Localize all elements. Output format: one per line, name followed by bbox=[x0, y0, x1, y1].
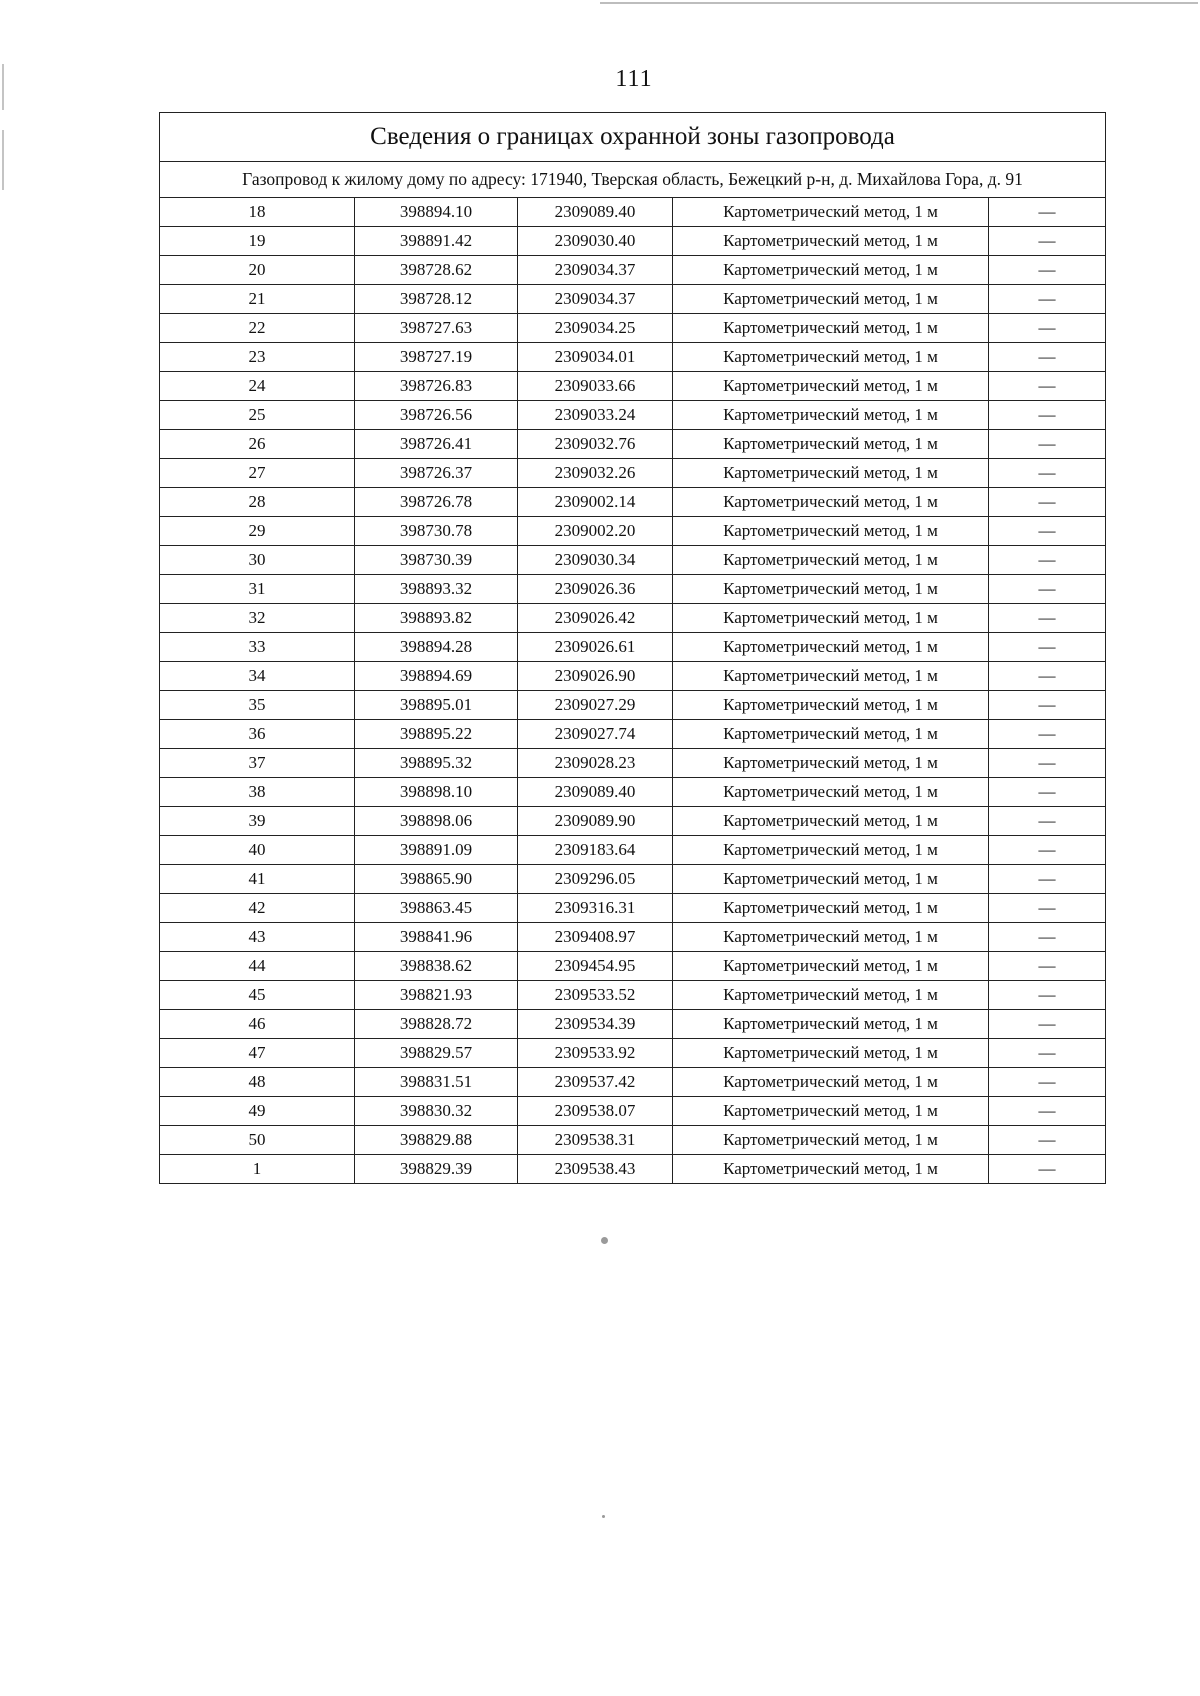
point-number-cell: 31 bbox=[160, 575, 355, 604]
scan-edge-line-left-2 bbox=[2, 130, 4, 190]
note-cell: — bbox=[989, 430, 1106, 459]
method-cell: Картометрический метод, 1 м bbox=[673, 372, 989, 401]
coordinate-y-cell: 2309002.20 bbox=[518, 517, 673, 546]
table-row bbox=[160, 372, 1106, 401]
coordinate-x-cell: 398726.78 bbox=[355, 488, 518, 517]
point-number-cell: 36 bbox=[160, 720, 355, 749]
point-number-cell: 21 bbox=[160, 285, 355, 314]
table-row bbox=[160, 198, 1106, 227]
table-row bbox=[160, 778, 1106, 807]
coordinate-x-cell: 398891.42 bbox=[355, 227, 518, 256]
coordinate-y-cell: 2309534.39 bbox=[518, 1010, 673, 1039]
method-cell: Картометрический метод, 1 м bbox=[673, 1039, 989, 1068]
coordinate-y-cell: 2309034.01 bbox=[518, 343, 673, 372]
table-row bbox=[160, 1097, 1106, 1126]
point-number-cell: 45 bbox=[160, 981, 355, 1010]
table-row bbox=[160, 923, 1106, 952]
coordinate-y-cell: 2309537.42 bbox=[518, 1068, 673, 1097]
method-cell: Картометрический метод, 1 м bbox=[673, 807, 989, 836]
coordinate-x-cell: 398829.57 bbox=[355, 1039, 518, 1068]
point-number-cell: 35 bbox=[160, 691, 355, 720]
note-cell: — bbox=[989, 488, 1106, 517]
table-row bbox=[160, 430, 1106, 459]
note-cell: — bbox=[989, 604, 1106, 633]
point-number-cell: 43 bbox=[160, 923, 355, 952]
scan-speck bbox=[601, 1237, 608, 1244]
point-number-cell: 22 bbox=[160, 314, 355, 343]
method-cell: Картометрический метод, 1 м bbox=[673, 691, 989, 720]
note-cell: — bbox=[989, 691, 1106, 720]
method-cell: Картометрический метод, 1 м bbox=[673, 227, 989, 256]
point-number-cell: 44 bbox=[160, 952, 355, 981]
coordinate-y-cell: 2309538.31 bbox=[518, 1126, 673, 1155]
coordinate-y-cell: 2309296.05 bbox=[518, 865, 673, 894]
coordinate-y-cell: 2309533.92 bbox=[518, 1039, 673, 1068]
method-cell: Картометрический метод, 1 м bbox=[673, 981, 989, 1010]
note-cell: — bbox=[989, 981, 1106, 1010]
coordinate-y-cell: 2309089.40 bbox=[518, 198, 673, 227]
point-number-cell: 34 bbox=[160, 662, 355, 691]
coordinate-x-cell: 398895.22 bbox=[355, 720, 518, 749]
point-number-cell: 26 bbox=[160, 430, 355, 459]
note-cell: — bbox=[989, 517, 1106, 546]
note-cell: — bbox=[989, 865, 1106, 894]
coordinate-x-cell: 398891.09 bbox=[355, 836, 518, 865]
note-cell: — bbox=[989, 459, 1106, 488]
note-cell: — bbox=[989, 952, 1106, 981]
page-number: 111 bbox=[615, 66, 653, 92]
table-row bbox=[160, 720, 1106, 749]
coordinate-x-cell: 398726.56 bbox=[355, 401, 518, 430]
note-cell: — bbox=[989, 198, 1106, 227]
coordinate-y-cell: 2309033.24 bbox=[518, 401, 673, 430]
method-cell: Картометрический метод, 1 м bbox=[673, 546, 989, 575]
method-cell: Картометрический метод, 1 м bbox=[673, 285, 989, 314]
coordinate-y-cell: 2309089.90 bbox=[518, 807, 673, 836]
coordinate-y-cell: 2309028.23 bbox=[518, 749, 673, 778]
coordinate-x-cell: 398726.83 bbox=[355, 372, 518, 401]
point-number-cell: 29 bbox=[160, 517, 355, 546]
table-row bbox=[160, 575, 1106, 604]
method-cell: Картометрический метод, 1 м bbox=[673, 720, 989, 749]
method-cell: Картометрический метод, 1 м bbox=[673, 459, 989, 488]
coordinate-x-cell: 398828.72 bbox=[355, 1010, 518, 1039]
table-row bbox=[160, 749, 1106, 778]
table-row bbox=[160, 488, 1106, 517]
note-cell: — bbox=[989, 1126, 1106, 1155]
point-number-cell: 47 bbox=[160, 1039, 355, 1068]
coordinate-x-cell: 398898.10 bbox=[355, 778, 518, 807]
coordinate-y-cell: 2309030.34 bbox=[518, 546, 673, 575]
note-cell: — bbox=[989, 1039, 1106, 1068]
table-row bbox=[160, 894, 1106, 923]
note-cell: — bbox=[989, 314, 1106, 343]
point-number-cell: 23 bbox=[160, 343, 355, 372]
note-cell: — bbox=[989, 343, 1106, 372]
coordinate-x-cell: 398728.62 bbox=[355, 256, 518, 285]
point-number-cell: 1 bbox=[160, 1155, 355, 1184]
coordinate-y-cell: 2309538.43 bbox=[518, 1155, 673, 1184]
method-cell: Картометрический метод, 1 м bbox=[673, 488, 989, 517]
point-number-cell: 19 bbox=[160, 227, 355, 256]
point-number-cell: 20 bbox=[160, 256, 355, 285]
coordinate-y-cell: 2309034.25 bbox=[518, 314, 673, 343]
table-row bbox=[160, 1068, 1106, 1097]
note-cell: — bbox=[989, 778, 1106, 807]
coordinate-x-cell: 398831.51 bbox=[355, 1068, 518, 1097]
coordinate-y-cell: 2309032.76 bbox=[518, 430, 673, 459]
method-cell: Картометрический метод, 1 м bbox=[673, 952, 989, 981]
coordinate-x-cell: 398893.32 bbox=[355, 575, 518, 604]
coordinate-y-cell: 2309002.14 bbox=[518, 488, 673, 517]
note-cell: — bbox=[989, 1155, 1106, 1184]
coordinate-y-cell: 2309030.40 bbox=[518, 227, 673, 256]
coordinate-y-cell: 2309026.61 bbox=[518, 633, 673, 662]
method-cell: Картометрический метод, 1 м bbox=[673, 604, 989, 633]
coordinate-y-cell: 2309026.90 bbox=[518, 662, 673, 691]
coordinate-x-cell: 398730.39 bbox=[355, 546, 518, 575]
point-number-cell: 49 bbox=[160, 1097, 355, 1126]
point-number-cell: 38 bbox=[160, 778, 355, 807]
coordinate-x-cell: 398726.37 bbox=[355, 459, 518, 488]
point-number-cell: 24 bbox=[160, 372, 355, 401]
table-row bbox=[160, 1155, 1106, 1184]
method-cell: Картометрический метод, 1 м bbox=[673, 314, 989, 343]
note-cell: — bbox=[989, 662, 1106, 691]
table-row bbox=[160, 836, 1106, 865]
note-cell: — bbox=[989, 1097, 1106, 1126]
coordinate-y-cell: 2309026.36 bbox=[518, 575, 673, 604]
table-row bbox=[160, 865, 1106, 894]
coordinate-y-cell: 2309032.26 bbox=[518, 459, 673, 488]
coordinate-x-cell: 398895.01 bbox=[355, 691, 518, 720]
method-cell: Картометрический метод, 1 м bbox=[673, 894, 989, 923]
note-cell: — bbox=[989, 372, 1106, 401]
table-row bbox=[160, 546, 1106, 575]
point-number-cell: 18 bbox=[160, 198, 355, 227]
coordinate-y-cell: 2309034.37 bbox=[518, 256, 673, 285]
table-row bbox=[160, 807, 1106, 836]
point-number-cell: 27 bbox=[160, 459, 355, 488]
coordinate-y-cell: 2309026.42 bbox=[518, 604, 673, 633]
note-cell: — bbox=[989, 1010, 1106, 1039]
method-cell: Картометрический метод, 1 м bbox=[673, 343, 989, 372]
note-cell: — bbox=[989, 1068, 1106, 1097]
method-cell: Картометрический метод, 1 м bbox=[673, 1097, 989, 1126]
table-row bbox=[160, 981, 1106, 1010]
table-row bbox=[160, 459, 1106, 488]
coordinate-x-cell: 398727.63 bbox=[355, 314, 518, 343]
coordinate-x-cell: 398730.78 bbox=[355, 517, 518, 546]
scan-speck bbox=[602, 1515, 605, 1518]
table-row bbox=[160, 285, 1106, 314]
coordinate-y-cell: 2309408.97 bbox=[518, 923, 673, 952]
table-row bbox=[160, 691, 1106, 720]
note-cell: — bbox=[989, 227, 1106, 256]
table-row bbox=[160, 1039, 1106, 1068]
table-subtitle: Газопровод к жилому дому по адресу: 171940, Тверская область, Бежецкий р-н, д. Михайлова Гора, д. 91 bbox=[160, 162, 1106, 198]
coordinate-x-cell: 398829.39 bbox=[355, 1155, 518, 1184]
coordinate-y-cell: 2309027.74 bbox=[518, 720, 673, 749]
table-row bbox=[160, 952, 1106, 981]
coordinate-y-cell: 2309034.37 bbox=[518, 285, 673, 314]
method-cell: Картометрический метод, 1 м bbox=[673, 1126, 989, 1155]
note-cell: — bbox=[989, 256, 1106, 285]
coordinate-x-cell: 398727.19 bbox=[355, 343, 518, 372]
table-row bbox=[160, 256, 1106, 285]
point-number-cell: 46 bbox=[160, 1010, 355, 1039]
coordinate-y-cell: 2309454.95 bbox=[518, 952, 673, 981]
method-cell: Картометрический метод, 1 м bbox=[673, 662, 989, 691]
point-number-cell: 30 bbox=[160, 546, 355, 575]
coordinate-y-cell: 2309538.07 bbox=[518, 1097, 673, 1126]
note-cell: — bbox=[989, 836, 1106, 865]
table-row bbox=[160, 633, 1106, 662]
coordinate-x-cell: 398894.28 bbox=[355, 633, 518, 662]
point-number-cell: 37 bbox=[160, 749, 355, 778]
method-cell: Картометрический метод, 1 м bbox=[673, 517, 989, 546]
coordinate-x-cell: 398898.06 bbox=[355, 807, 518, 836]
protection-zone-table bbox=[159, 112, 1106, 1184]
method-cell: Картометрический метод, 1 м bbox=[673, 836, 989, 865]
method-cell: Картометрический метод, 1 м bbox=[673, 198, 989, 227]
coordinate-x-cell: 398838.62 bbox=[355, 952, 518, 981]
coordinate-x-cell: 398863.45 bbox=[355, 894, 518, 923]
coordinate-y-cell: 2309089.40 bbox=[518, 778, 673, 807]
table-row bbox=[160, 227, 1106, 256]
table-row bbox=[160, 662, 1106, 691]
note-cell: — bbox=[989, 285, 1106, 314]
method-cell: Картометрический метод, 1 м bbox=[673, 923, 989, 952]
scan-edge-line-top bbox=[600, 2, 1198, 4]
point-number-cell: 42 bbox=[160, 894, 355, 923]
table-row bbox=[160, 1126, 1106, 1155]
note-cell: — bbox=[989, 575, 1106, 604]
coordinate-x-cell: 398895.32 bbox=[355, 749, 518, 778]
coordinate-x-cell: 398894.10 bbox=[355, 198, 518, 227]
point-number-cell: 33 bbox=[160, 633, 355, 662]
coordinate-x-cell: 398726.41 bbox=[355, 430, 518, 459]
method-cell: Картометрический метод, 1 м bbox=[673, 778, 989, 807]
coordinate-y-cell: 2309027.29 bbox=[518, 691, 673, 720]
coordinate-y-cell: 2309033.66 bbox=[518, 372, 673, 401]
coordinate-x-cell: 398894.69 bbox=[355, 662, 518, 691]
table-row bbox=[160, 314, 1106, 343]
point-number-cell: 25 bbox=[160, 401, 355, 430]
point-number-cell: 50 bbox=[160, 1126, 355, 1155]
coordinate-x-cell: 398893.82 bbox=[355, 604, 518, 633]
point-number-cell: 48 bbox=[160, 1068, 355, 1097]
note-cell: — bbox=[989, 546, 1106, 575]
coordinate-y-cell: 2309316.31 bbox=[518, 894, 673, 923]
coordinate-y-cell: 2309533.52 bbox=[518, 981, 673, 1010]
method-cell: Картометрический метод, 1 м bbox=[673, 401, 989, 430]
table-row bbox=[160, 401, 1106, 430]
coordinate-x-cell: 398728.12 bbox=[355, 285, 518, 314]
method-cell: Картометрический метод, 1 м bbox=[673, 1155, 989, 1184]
coordinate-x-cell: 398841.96 bbox=[355, 923, 518, 952]
note-cell: — bbox=[989, 633, 1106, 662]
method-cell: Картометрический метод, 1 м bbox=[673, 430, 989, 459]
table-title: Сведения о границах охранной зоны газопровода bbox=[160, 113, 1106, 162]
coordinate-x-cell: 398821.93 bbox=[355, 981, 518, 1010]
method-cell: Картометрический метод, 1 м bbox=[673, 575, 989, 604]
note-cell: — bbox=[989, 894, 1106, 923]
note-cell: — bbox=[989, 401, 1106, 430]
method-cell: Картометрический метод, 1 м bbox=[673, 1010, 989, 1039]
coordinate-y-cell: 2309183.64 bbox=[518, 836, 673, 865]
point-number-cell: 28 bbox=[160, 488, 355, 517]
method-cell: Картометрический метод, 1 м bbox=[673, 1068, 989, 1097]
method-cell: Картометрический метод, 1 м bbox=[673, 749, 989, 778]
table-row bbox=[160, 517, 1106, 546]
coordinate-x-cell: 398865.90 bbox=[355, 865, 518, 894]
method-cell: Картометрический метод, 1 м bbox=[673, 633, 989, 662]
point-number-cell: 40 bbox=[160, 836, 355, 865]
point-number-cell: 41 bbox=[160, 865, 355, 894]
table-row bbox=[160, 343, 1106, 372]
point-number-cell: 32 bbox=[160, 604, 355, 633]
point-number-cell: 39 bbox=[160, 807, 355, 836]
note-cell: — bbox=[989, 720, 1106, 749]
note-cell: — bbox=[989, 749, 1106, 778]
coordinate-x-cell: 398829.88 bbox=[355, 1126, 518, 1155]
table-row bbox=[160, 1010, 1106, 1039]
note-cell: — bbox=[989, 923, 1106, 952]
method-cell: Картометрический метод, 1 м bbox=[673, 256, 989, 285]
method-cell: Картометрический метод, 1 м bbox=[673, 865, 989, 894]
table-row bbox=[160, 604, 1106, 633]
note-cell: — bbox=[989, 807, 1106, 836]
coordinate-x-cell: 398830.32 bbox=[355, 1097, 518, 1126]
